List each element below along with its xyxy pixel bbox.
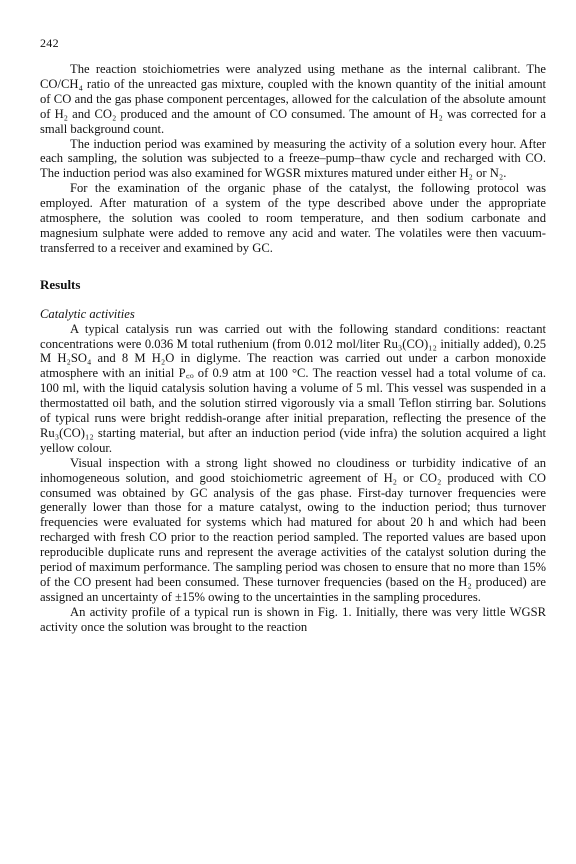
paragraph-calibration: The reaction stoichiometries were analyzed using methane as the internal calibrant. The CO/CH₄ ratio of the unreacted gas mixture, coupled with the known quantity of the initial amount of CO and the gas phase component percentages, allowed for the calculation of the absolute amount of H₂ and CO₂ produced and the amount of CO consumed. The amount of H₂ was corrected for a small background count. [40, 62, 546, 136]
paragraph-activity-profile: An activity profile of a typical run is shown in Fig. 1. Initially, there was very little WGSR activity once the solution was brought to the reaction [40, 604, 546, 634]
paragraph-visual-inspection: Visual inspection with a strong light showed no cloudiness or turbidity indicative of an inhomogeneous solution, and good stoichiometric agreement of H₂ or CO₂ produced with CO consumed was obtained by GC analysis of the gas phase. First-day turnover frequencies were generally lower than those for a mature catalyst, owing to the induction period; thus turnover frequencies were evaluated for systems which had matured for about 20 h and which had been recharged with fresh CO prior to the reaction period sampled. The reported values are based upon reproducible duplicate runs and represent the average activities of the catalyst solution during the period of maximum performance. The sampling period was chosen to ensure that no more than 15% of the CO present had been consumed. These turnover frequencies (based on the H₂ produced) are assigned an uncertainty of ±15% owing to the uncertainties in the sampling procedures. [40, 455, 546, 604]
subsection-heading-catalytic-activities: Catalytic activities [40, 306, 135, 321]
paragraph-induction-period: The induction period was examined by measuring the activity of a solution every hour. After each sampling, the solution was subjected to a freeze–pump–thaw cycle and recharged with CO. The induction period was also examined for WGSR mixtures matured under either H₂ or N₂. [40, 136, 546, 181]
paragraph-typical-run: A typical catalysis run was carried out with the following standard conditions: reactant concentrations were 0.036 M total ruthenium (from 0.012 mol/liter Ru₃(CO)₁₂ initially added), 0.25 M H₂SO₄ and 8 M H₂O in diglyme. The reaction was carried out under a carbon monoxide atmosphere with an initial P꜀ₒ of 0.9 atm at 100 °C. The reaction vessel had a total volume of ca. 100 ml, with the liquid catalysis solution having a volume of 5 ml. This vessel was suspended in a thermostatted oil bath, and the solution stirred vigorously via a small Teflon stirring bar. Solutions of typical runs were bright reddish-orange after initial preparation, reflecting the presence of the Ru₃(CO)₁₂ starting material, but after an induction period (vide infra) the solution acquired a light yellow colour. [40, 321, 546, 455]
body-text [40, 62, 546, 635]
page-number: 242 [40, 36, 59, 50]
paragraph-organic-phase: For the examination of the organic phase of the catalyst, the following protocol was employed. After maturation of a system of the type described above under the appropriate atmosphere, the solution was cooled to room temperature, and then sodium carbonate and magnesium sulphate were added to remove any acid and water. The volatiles were then vacuum-transferred to a receiver and examined by GC. [40, 181, 546, 255]
section-heading-results: Results [40, 276, 81, 292]
